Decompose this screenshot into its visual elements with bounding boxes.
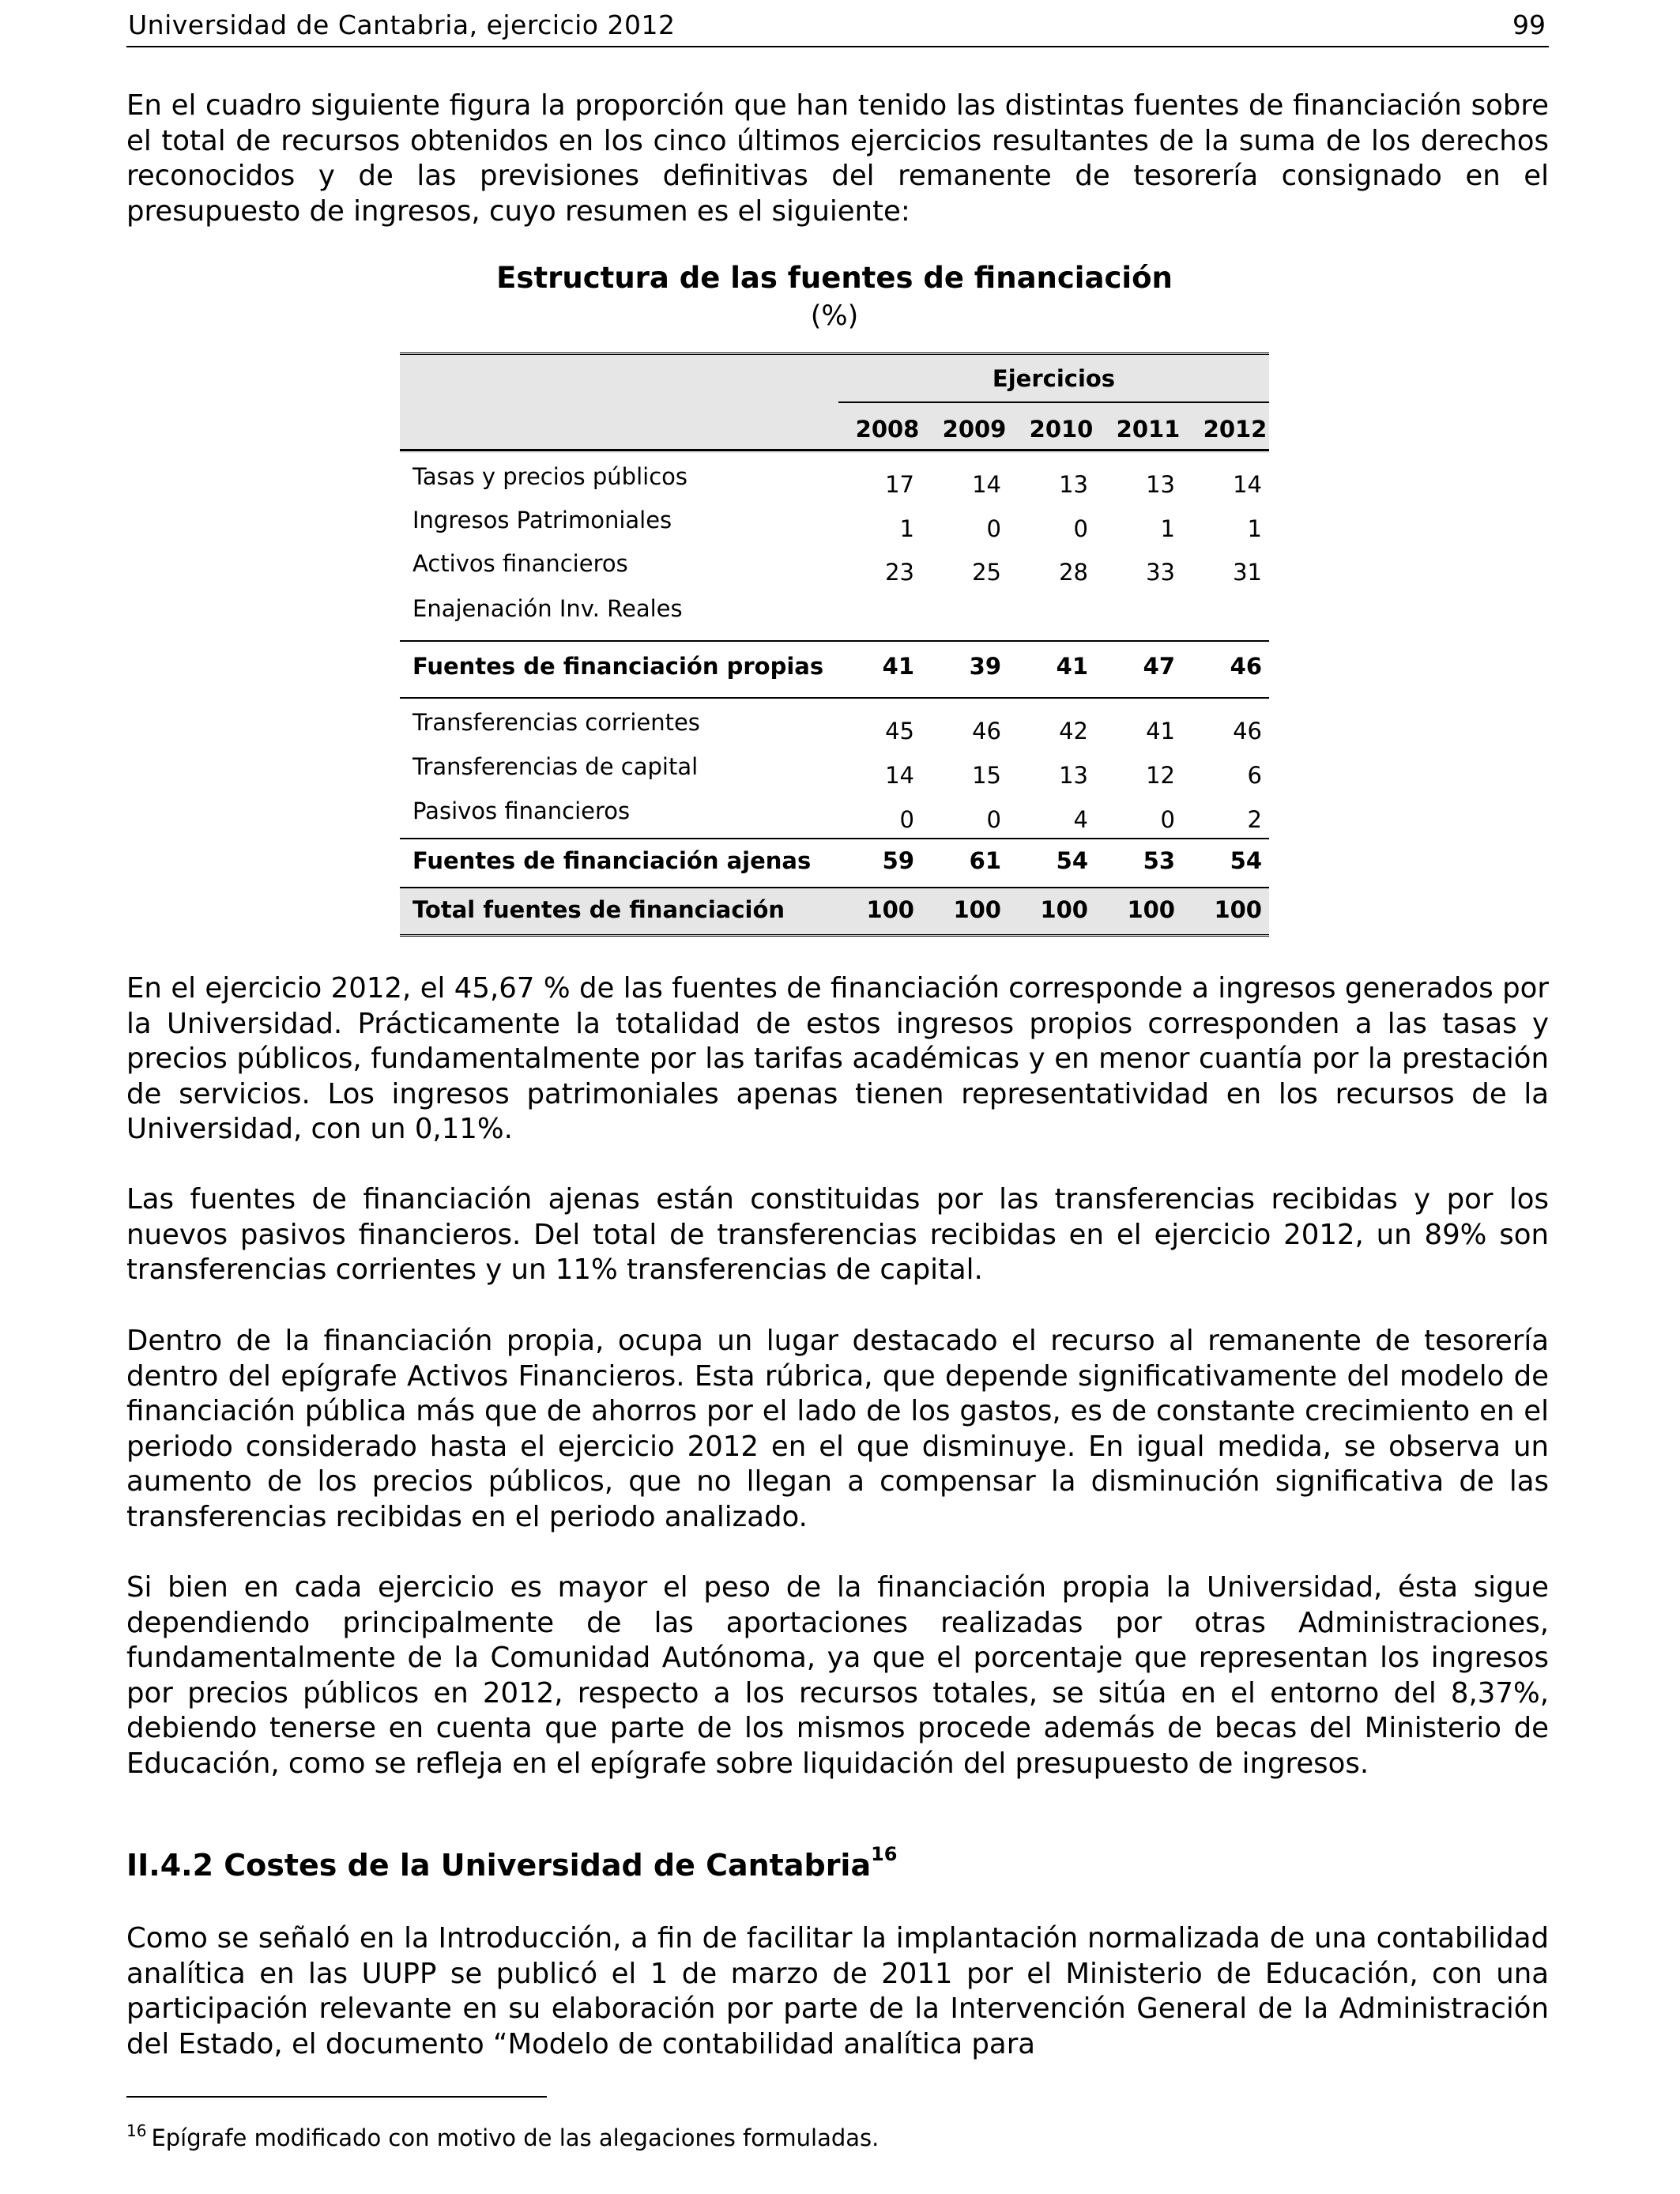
cell-value: 25 <box>972 559 1001 586</box>
cell-value: 0 <box>899 806 914 833</box>
subtotal-value: 39 <box>969 653 1001 680</box>
cell-value: 45 <box>885 718 914 745</box>
subtotal-label: Fuentes de financiación propias <box>412 653 824 680</box>
total-value: 100 <box>953 896 1001 923</box>
cell-value: 0 <box>986 806 1001 833</box>
subtotal-value: 46 <box>1230 653 1262 680</box>
row-label: Transferencias de capital <box>412 753 699 780</box>
page-number: 99 <box>1512 9 1546 40</box>
row-label: Pasivos financieros <box>412 797 631 824</box>
year-header: 2011 <box>1116 416 1181 443</box>
cell-value: 42 <box>1059 718 1088 745</box>
year-header: 2010 <box>1029 416 1094 443</box>
row-rule <box>400 697 1269 699</box>
footnote <box>126 2121 880 2151</box>
total-value: 100 <box>1040 896 1088 923</box>
row-rule <box>400 887 1269 888</box>
footnote-reference[interactable]: 16 <box>871 1843 898 1865</box>
section-paragraph: Como se señaló en la Introducción, a fin de facilitar la implantación normalizada de una contabilidad analítica en las UUPP se publicó el 1 de marzo de 2011 por el Ministerio de Educación, con una participación relevante en su elaboración por parte de la Intervención General de la Administración del Estado, el documento “Modelo de contabilidad analítica para <box>126 1922 1549 2060</box>
year-header: 2008 <box>855 416 920 443</box>
row-rule <box>400 838 1269 839</box>
page-header <box>126 6 1549 47</box>
total-value: 100 <box>1127 896 1175 923</box>
group-header-rule <box>838 401 1269 403</box>
cell-value: 0 <box>1073 515 1088 542</box>
financing-structure-table <box>400 349 1269 938</box>
cell-value: 15 <box>972 762 1001 789</box>
cell-value: 13 <box>1059 762 1088 789</box>
cell-value: 14 <box>972 471 1001 498</box>
subtotal-value: 53 <box>1143 847 1175 874</box>
cell-value: 28 <box>1059 559 1088 586</box>
cell-value: 13 <box>1146 471 1175 498</box>
cell-value: 1 <box>1160 515 1175 542</box>
cell-value: 17 <box>885 471 914 498</box>
subtotal-value: 47 <box>1143 653 1175 680</box>
cell-value: 46 <box>1233 718 1262 745</box>
group-header-ejercicios: Ejercicios <box>992 365 1116 392</box>
intro-paragraph: En el cuadro siguiente figura la proporción que han tenido las distintas fuentes de financiación sobre el total de recursos obtenidos en los cinco últimos ejercicios resultantes de la suma de los derechos reconocidos y de las previsiones definitivas del remanente de tesorería consignado en el presupuesto de ingresos, cuyo resumen es el siguiente: <box>126 89 1549 228</box>
table-title: Estructura de las fuentes de financiación <box>496 261 1173 295</box>
body-paragraph: En el ejercicio 2012, el 45,67 % de las fuentes de financiación corresponde a ingresos generados por la Universidad. Prácticamente la totalidad de estos ingresos propios corresponden a las tasas y precios públicos, fundamentalmente por las tarifas académicas y en menor cuantía por la prestación de servicios. Los ingresos patrimoniales apenas tienen representatividad en los recursos de la Universidad, con un 0,11%. <box>126 972 1549 1146</box>
total-label: Total fuentes de financiación <box>412 896 785 923</box>
section-heading-text: II.4.2 Costes de la Universidad de Cantabria <box>126 1848 872 1883</box>
cell-value: 33 <box>1146 559 1175 586</box>
cell-value: 13 <box>1059 471 1088 498</box>
row-label: Ingresos Patrimoniales <box>412 507 672 533</box>
subtotal-value: 59 <box>882 847 914 874</box>
cell-value: 23 <box>885 559 914 586</box>
total-value: 100 <box>866 896 914 923</box>
header-bottom-rule <box>400 449 1269 451</box>
year-header: 2009 <box>942 416 1007 443</box>
cell-value: 2 <box>1247 806 1262 833</box>
footnote-separator <box>126 2096 547 2098</box>
cell-value: 46 <box>972 718 1001 745</box>
year-header: 2012 <box>1203 416 1268 443</box>
cell-value: 12 <box>1146 762 1175 789</box>
total-value: 100 <box>1214 896 1262 923</box>
row-label: Activos financieros <box>412 550 628 577</box>
body-paragraph: Dentro de la financiación propia, ocupa un lugar destacado el recurso al remanente de tesorería dentro del epígrafe Activos Financieros. Esta rúbrica, que depende significativamente del modelo de financiación pública más que de ahorros por el lado de los gastos, es de constante crecimiento en el periodo considerado hasta el ejercicio 2012 en el que disminuye. En igual medida, se observa un aumento de los precios públicos, que no llegan a compensar la disminución significativa de las transferencias recibidas en el periodo analizado. <box>126 1325 1549 1533</box>
subtotal-value: 41 <box>882 653 914 680</box>
header-title: Universidad de Cantabria, ejercicio 2012 <box>128 9 676 40</box>
subtotal-value: 54 <box>1230 847 1262 874</box>
subtotal-value: 61 <box>969 847 1001 874</box>
subtotal-label: Fuentes de financiación ajenas <box>412 847 812 874</box>
row-label: Enajenación Inv. Reales <box>412 595 683 622</box>
cell-value: 1 <box>899 515 914 542</box>
subtotal-value: 41 <box>1056 653 1088 680</box>
row-label: Tasas y precios públicos <box>412 463 687 490</box>
section-heading <box>126 1843 898 1883</box>
cell-value: 4 <box>1073 806 1088 833</box>
cell-value: 14 <box>885 762 914 789</box>
row-label: Transferencias corrientes <box>412 709 700 736</box>
cell-value: 6 <box>1247 762 1262 789</box>
cell-value: 41 <box>1146 718 1175 745</box>
body-paragraph: Si bien en cada ejercicio es mayor el peso de la financiación propia la Universidad, ésta sigue dependiendo principalmente de las aportaciones realizadas por otras Administraciones, fundamentalmente de la Comunidad Autónoma, ya que el porcentaje que representan los ingresos por precios públicos en 2012, respecto a los recursos totales, se sitúa en el entorno del 8,37%, debiendo tenerse en cuenta que parte de los mismos procede además de becas del Ministerio de Educación, como se refleja en el epígrafe sobre liquidación del presupuesto de ingresos. <box>126 1571 1549 1780</box>
row-rule <box>400 640 1269 642</box>
cell-value: 0 <box>1160 806 1175 833</box>
body-paragraph: Las fuentes de financiación ajenas están constituidas por las transferencias recibidas y por los nuevos pasivos financieros. Del total de transferencias recibidas en el ejercicio 2012, un 89% son transferencias corrientes y un 11% transferencias de capital. <box>126 1183 1549 1287</box>
cell-value: 14 <box>1233 471 1262 498</box>
table-subtitle: (%) <box>810 300 859 332</box>
footnote-number: 16 <box>126 2121 147 2140</box>
cell-value: 0 <box>986 515 1001 542</box>
footnote-text: Epígrafe modificado con motivo de las alegaciones formuladas. <box>151 2124 880 2151</box>
cell-value: 31 <box>1233 559 1262 586</box>
cell-value: 1 <box>1247 515 1262 542</box>
subtotal-value: 54 <box>1056 847 1088 874</box>
